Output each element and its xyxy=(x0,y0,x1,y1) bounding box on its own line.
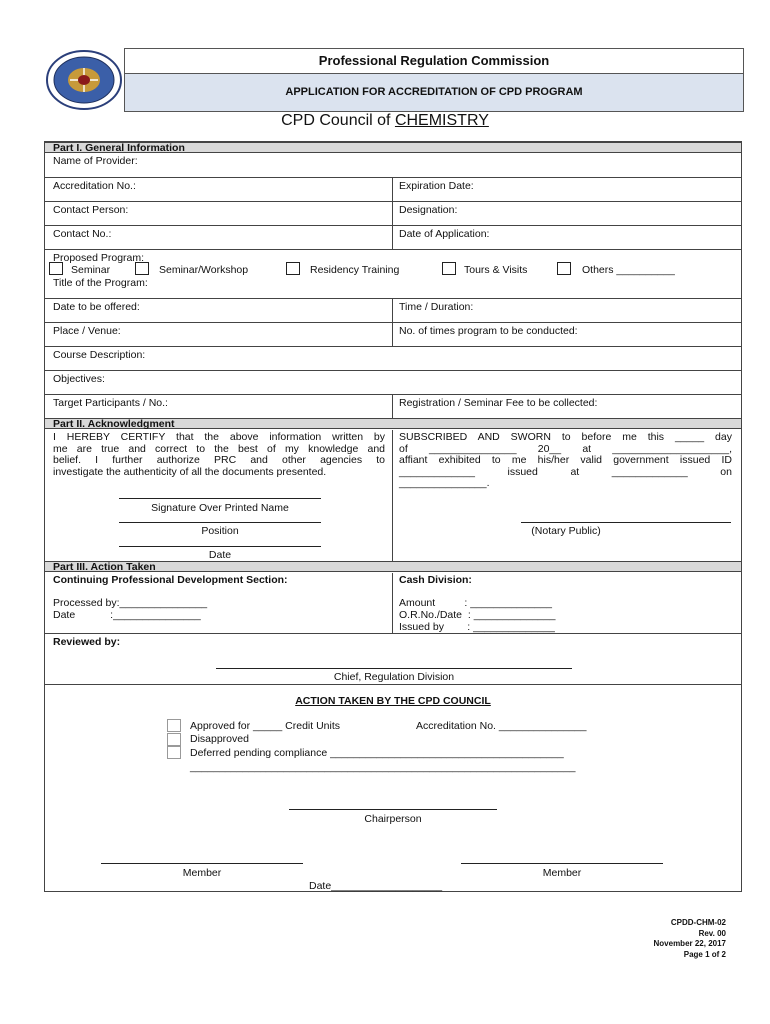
amount-field: Amount : ______________ xyxy=(399,597,552,609)
issued-by-field: Issued by : ______________ xyxy=(399,621,555,633)
tours-visits-option: Tours & Visits xyxy=(464,264,528,276)
chairperson-label: Chairperson xyxy=(364,813,422,825)
part2-heading: Part II. Acknowledgment xyxy=(45,418,741,429)
no-times-label: No. of times program to be conducted: xyxy=(399,325,578,337)
part3-heading: Part III. Action Taken xyxy=(45,561,741,572)
seminar-workshop-option: Seminar/Workshop xyxy=(159,264,249,276)
certify-line-1: I HEREBY CERTIFY that the above information written by xyxy=(53,431,385,443)
date-label: Date xyxy=(208,549,232,561)
prc-seal-logo xyxy=(44,49,124,111)
signature-label: Signature Over Printed Name xyxy=(151,502,289,514)
course-description-label: Course Description: xyxy=(53,349,146,361)
deferred-label: Deferred pending compliance ________________________________________ xyxy=(190,747,564,759)
certify-statement xyxy=(53,432,385,478)
title-program-label: Title of the Program: xyxy=(53,277,148,289)
others-checkbox[interactable] xyxy=(557,262,571,275)
disapproved-label: Disapproved xyxy=(190,733,249,745)
sworn-line-5: _______________. xyxy=(399,477,490,490)
contact-no-label: Contact No.: xyxy=(53,228,112,240)
member-right-label: Member xyxy=(542,867,582,879)
page-number: Page 1 of 2 xyxy=(683,949,726,959)
council-action-heading: ACTION TAKEN BY THE CPD COUNCIL xyxy=(295,695,491,707)
date-offered-label: Date to be offered: xyxy=(53,301,140,313)
sworn-line-4: _____________ issued at _____________ on xyxy=(399,465,732,478)
seminar-workshop-checkbox[interactable] xyxy=(135,262,149,275)
date-final-field: Date___________________ xyxy=(309,880,443,892)
seminar-option: Seminar xyxy=(71,264,111,276)
org-name: Professional Regulation Commission xyxy=(125,49,743,74)
notary-label: (Notary Public) xyxy=(531,525,601,537)
member-left-label: Member xyxy=(182,867,222,879)
seminar-checkbox[interactable] xyxy=(49,262,63,275)
application-form xyxy=(44,141,742,892)
sworn-line-3: affiant exhibited to me his/her valid government issued ID xyxy=(399,454,732,467)
sworn-statement xyxy=(399,432,732,490)
header-box xyxy=(124,48,744,112)
approved-label: Approved for _____ Credit Units xyxy=(190,720,340,732)
contact-person-label: Contact Person: xyxy=(53,204,129,216)
part1-heading: Part I. General Information xyxy=(45,142,741,153)
designation-label: Designation: xyxy=(399,204,458,216)
accreditation-no-label: Accreditation No.: xyxy=(53,180,136,192)
or-no-field: O.R.No./Date : ______________ xyxy=(399,609,556,621)
accreditation-no-field: Accreditation No. _______________ xyxy=(416,720,587,732)
processed-by-field: Processed by:_______________ xyxy=(53,597,208,609)
date-application-label: Date of Application: xyxy=(399,228,490,240)
certify-line-2: me are true and correct to the best of my knowledge and xyxy=(53,442,385,455)
reviewed-by-label: Reviewed by: xyxy=(53,636,121,648)
cash-division-label: Cash Division: xyxy=(399,574,472,586)
deferred-extra-line: __________________________________________________________________ xyxy=(190,761,576,773)
others-option: Others __________ xyxy=(582,264,675,276)
target-participants-label: Target Participants / No.: xyxy=(53,397,168,409)
council-title xyxy=(0,112,770,130)
residency-option: Residency Training xyxy=(310,264,400,276)
document-footer xyxy=(654,918,727,960)
provider-label: Name of Provider: xyxy=(53,155,138,167)
proposed-program-label: Proposed Program: xyxy=(53,252,145,264)
position-label: Position xyxy=(201,525,239,537)
chief-label: Chief, Regulation Division xyxy=(333,671,455,683)
cpd-section-label: Continuing Professional Development Section: xyxy=(53,574,288,586)
time-duration-label: Time / Duration: xyxy=(399,301,474,313)
residency-checkbox[interactable] xyxy=(286,262,300,275)
expiration-label: Expiration Date: xyxy=(399,180,474,192)
place-venue-label: Place / Venue: xyxy=(53,325,121,337)
approved-checkbox[interactable] xyxy=(167,719,181,732)
tours-visits-checkbox[interactable] xyxy=(442,262,456,275)
council-name: CHEMISTRY xyxy=(394,112,489,129)
council-prefix: CPD Council of xyxy=(281,112,395,129)
form-code: CPDD-CHM-02 xyxy=(670,918,726,927)
revision: Rev. 00 xyxy=(698,928,726,938)
disapproved-checkbox[interactable] xyxy=(167,733,181,746)
sworn-line-1: SUBSCRIBED AND SWORN to before me this _____ day xyxy=(399,431,732,443)
revision-date: November 22, 2017 xyxy=(653,939,726,948)
certify-line-3: belief. I further authorize PRC and other agencies to xyxy=(53,454,385,467)
form-title: APPLICATION FOR ACCREDITATION OF CPD PROGRAM xyxy=(125,74,743,111)
certify-line-4: investigate the authenticity of all the documents presented. xyxy=(53,465,327,478)
date-field: Date :_______________ xyxy=(53,609,201,621)
registration-fee-label: Registration / Seminar Fee to be collected: xyxy=(399,397,598,409)
objectives-label: Objectives: xyxy=(53,373,105,385)
deferred-checkbox[interactable] xyxy=(167,746,181,759)
sworn-line-2: of _______________ 20__ at ____________________, xyxy=(399,442,732,455)
